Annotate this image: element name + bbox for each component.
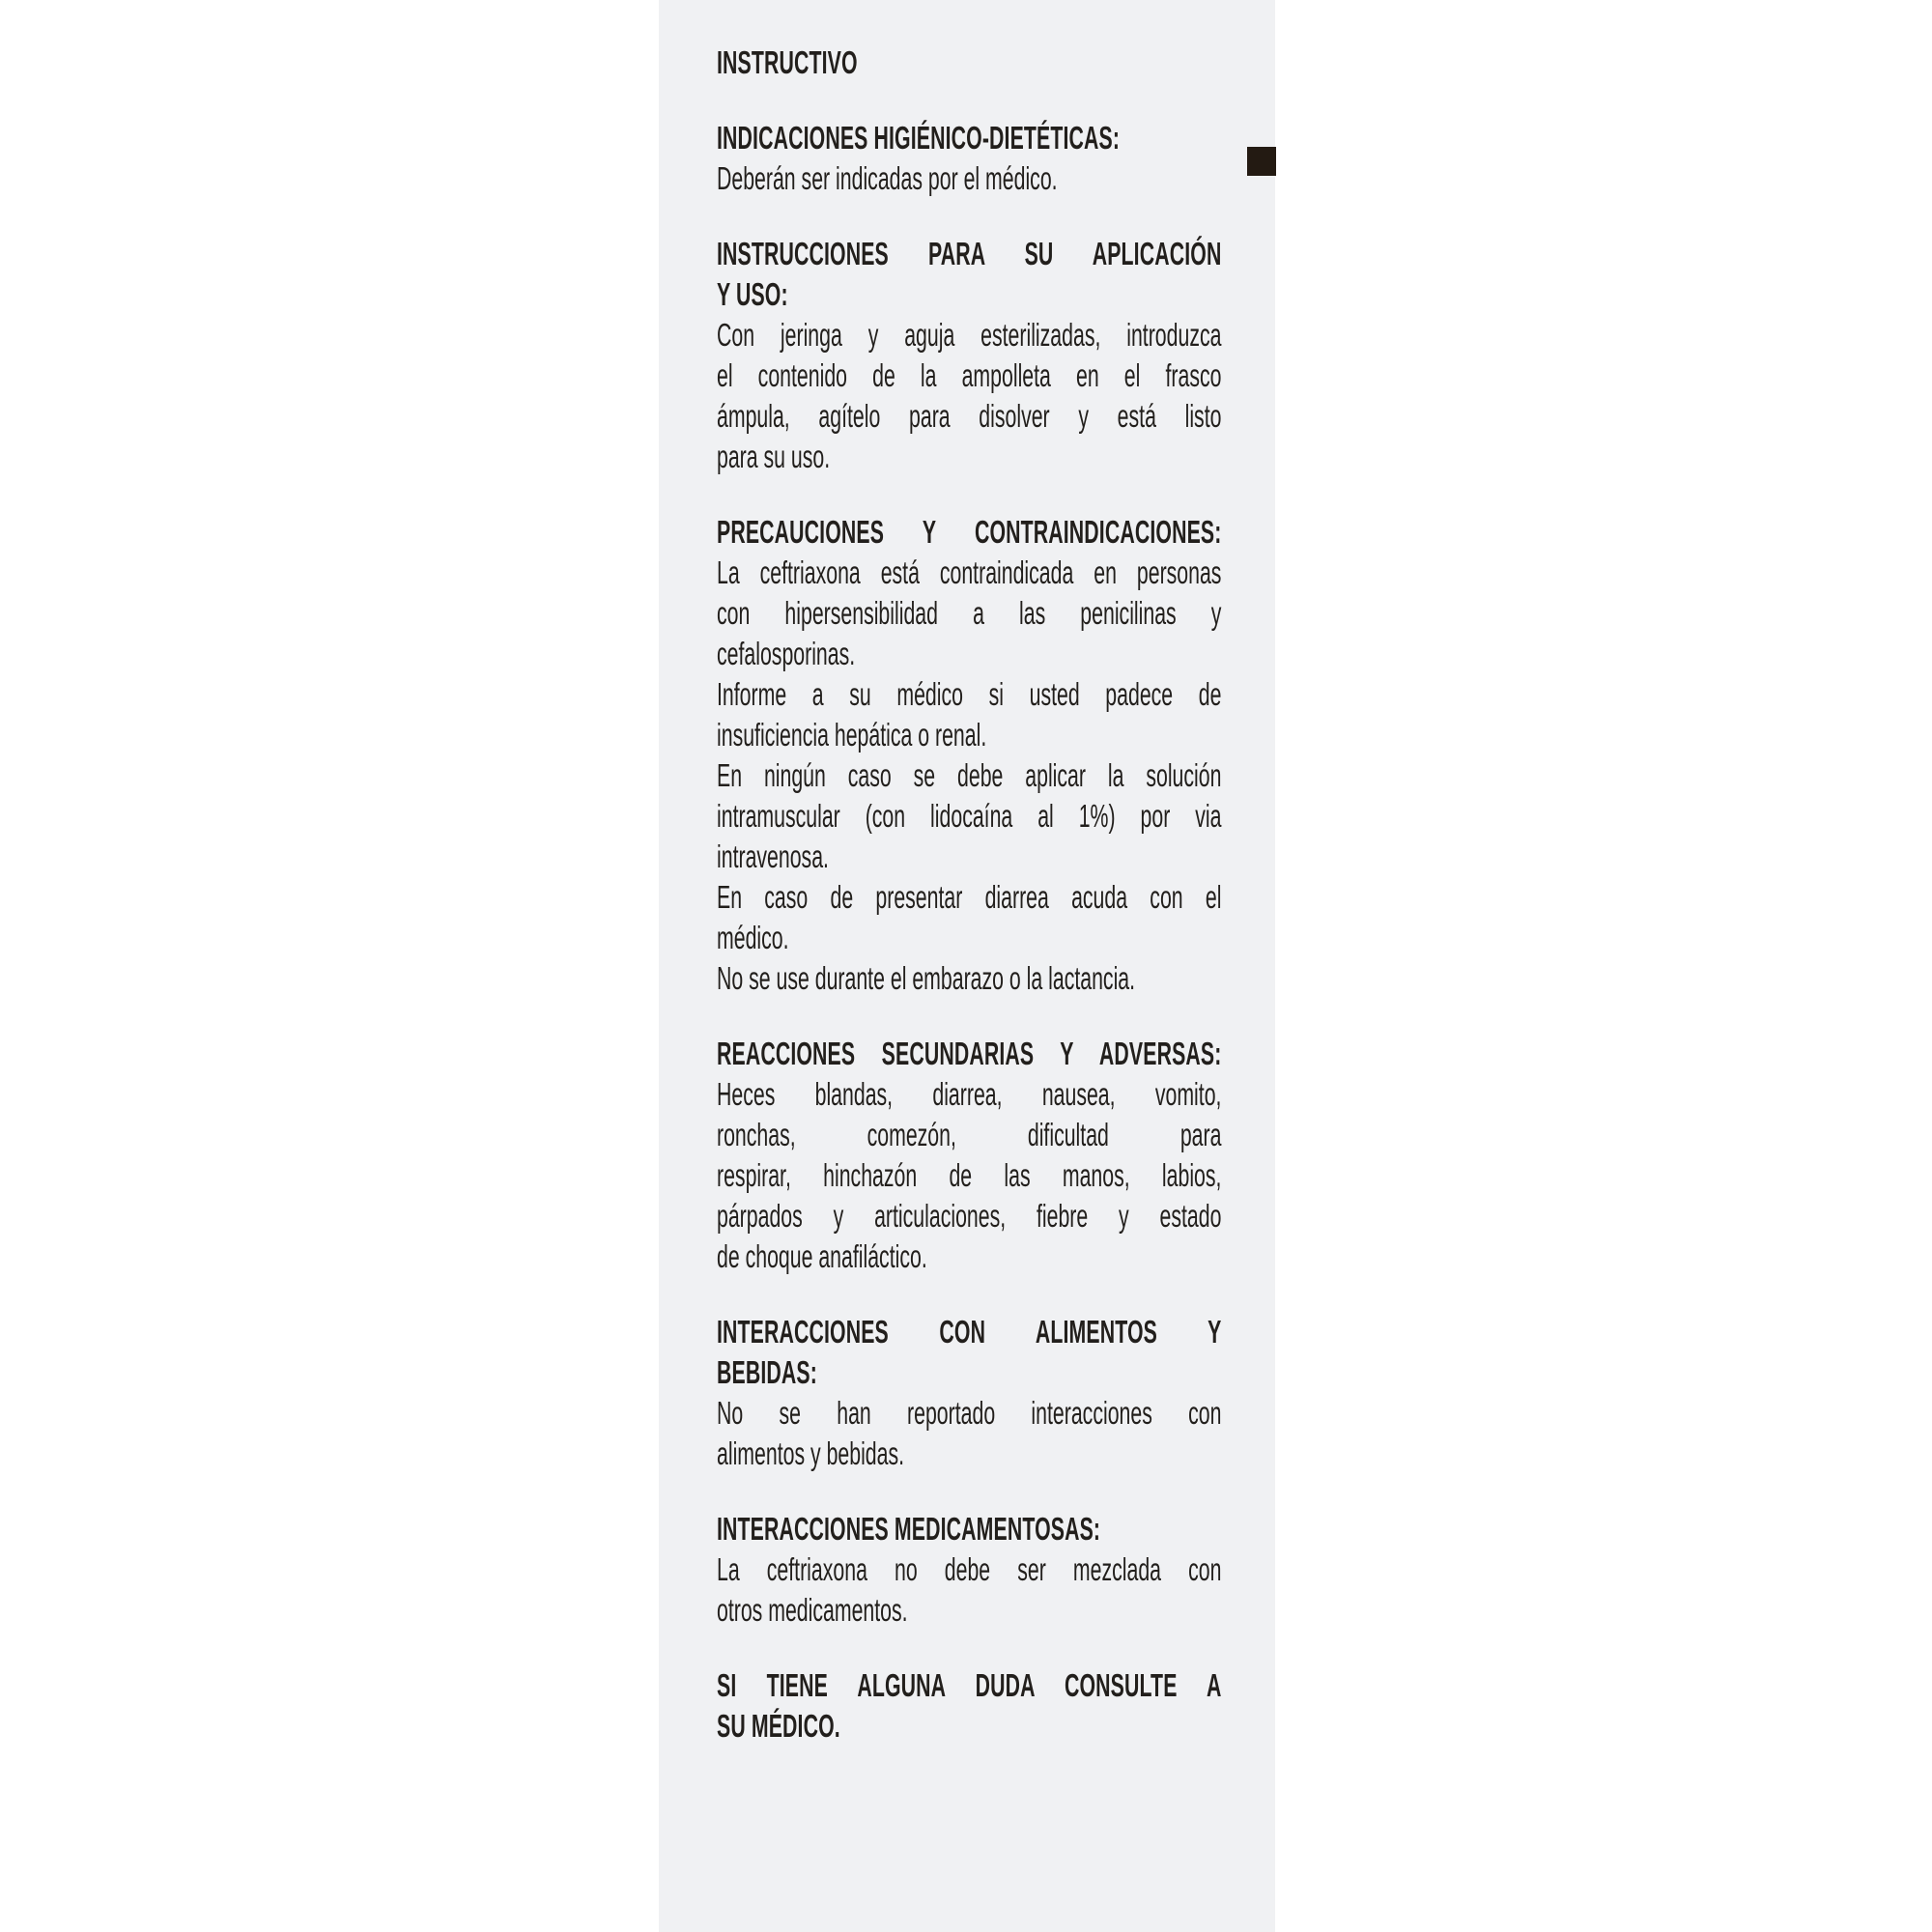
body-line: alimentos y bebidas. [717,1435,905,1471]
heading-line: INTERACCIONES CON ALIMENTOS Y [717,1314,1222,1350]
body-line: ámpula, agítelo para disolver y está listo [717,398,1222,434]
heading-line: INSTRUCTIVO [717,44,858,80]
insert-section [717,1312,1221,1474]
body-line: Con jeringa y aguja esterilizadas, introduzca [717,317,1222,353]
insert-section [717,43,1221,83]
body-line: Deberán ser indicadas por el médico. [717,160,1058,196]
insert-section [717,234,1221,477]
heading-line: SU MÉDICO. [717,1708,840,1744]
insert-section [717,1509,1221,1631]
insert-section [717,1034,1221,1277]
heading-line: REACCIONES SECUNDARIAS Y ADVERSAS: [717,1036,1222,1071]
body-line: respirar, hinchazón de las manos, labios, [717,1157,1222,1193]
body-line: Informe a su médico si usted padece de [717,676,1222,712]
body-line: No se use durante el embarazo o la lactancia. [717,960,1136,996]
body-line: No se han reportado interacciones con [717,1395,1222,1431]
heading-line: INTERACCIONES MEDICAMENTOSAS: [717,1511,1101,1547]
heading-line: PRECAUCIONES Y CONTRAINDICACIONES: [717,514,1222,550]
body-line: intramuscular (con lidocaína al 1%) por via [717,798,1222,834]
body-line: insuficiencia hepática o renal. [717,717,987,753]
body-line: el contenido de la ampolleta en el frasco [717,357,1222,393]
body-line: ronchas, comezón, dificultad para [717,1117,1222,1152]
body-line: intravenosa. [717,838,829,874]
body-line: otros medicamentos. [717,1592,908,1628]
print-registration-mark-icon [1247,147,1276,176]
body-line: cefalosporinas. [717,636,856,671]
body-line: de choque anafiláctico. [717,1238,927,1274]
heading-line: Y USO: [717,276,788,312]
body-line: La ceftriaxona no debe ser mezclada con [717,1551,1222,1587]
body-line: con hipersensibilidad a las penicilinas y [717,595,1222,631]
heading-line: SI TIENE ALGUNA DUDA CONSULTE A [717,1667,1222,1703]
heading-line: BEBIDAS: [717,1354,817,1390]
body-line: En ningún caso se debe aplicar la solución [717,757,1222,793]
body-line: La ceftriaxona está contraindicada en personas [717,554,1222,590]
heading-line: INSTRUCCIONES PARA SU APLICACIÓN [717,236,1222,271]
heading-line: INDICACIONES HIGIÉNICO-DIETÉTICAS: [717,120,1121,156]
body-line: médico. [717,920,789,955]
insert-section [717,118,1221,199]
body-line: párpados y articulaciones, fiebre y estado [717,1198,1222,1234]
body-line: para su uso. [717,439,831,474]
insert-panel [659,0,1275,1932]
insert-section [717,1665,1221,1747]
insert-section [717,512,1221,999]
body-line: En caso de presentar diarrea acuda con el [717,879,1222,915]
body-line: Heces blandas, diarrea, nausea, vomito, [717,1076,1222,1112]
insert-text-column [717,43,1221,1747]
